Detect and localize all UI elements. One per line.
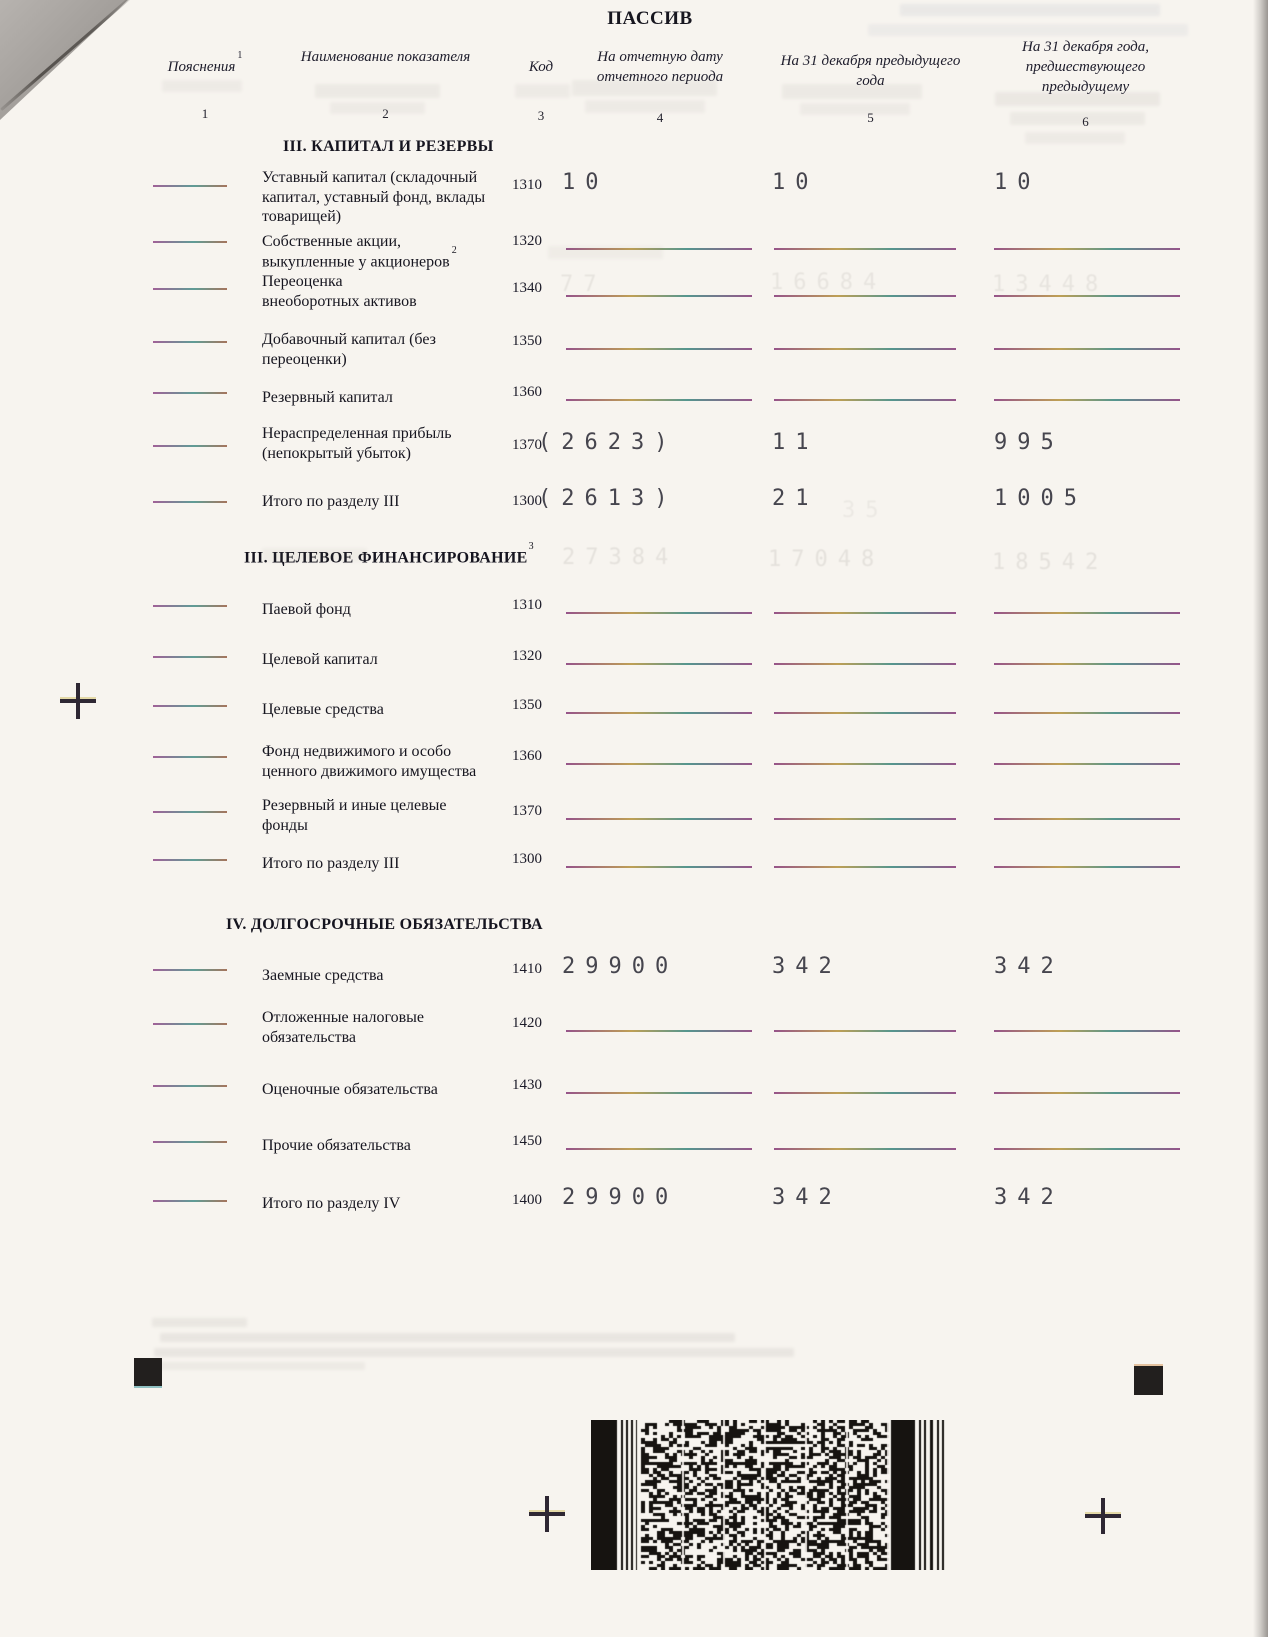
explanation-dash (153, 656, 227, 658)
registration-plus-mark (60, 683, 96, 719)
cell-value: 21 (772, 486, 819, 511)
row-code: 1410 (512, 961, 542, 977)
cell-value: 342 (772, 1185, 842, 1210)
row-label: Собственные акции, выкупленные у акционеров$^2$ (262, 233, 457, 270)
value-underline (994, 763, 1180, 765)
explanation-dash (153, 969, 227, 971)
row-label: Итого по разделу IV (262, 1195, 401, 1212)
cell-value: 1005 (994, 486, 1087, 511)
bleedthrough-footnote-line (152, 1318, 247, 1327)
bleedthrough-number: 35 (842, 498, 889, 523)
row-label: Отложенные налоговые обязательства (262, 1009, 425, 1046)
cell-value: 29900 (562, 954, 679, 979)
registration-plus-mark (529, 1496, 565, 1532)
row-code: 1430 (512, 1077, 542, 1093)
value-underline (774, 1092, 956, 1094)
explanation-dash (153, 811, 227, 813)
bleedthrough-smudge (515, 84, 570, 98)
row-label: Нераспределенная прибыль (непокрытый убыток) (262, 425, 452, 462)
row-label: Фонд недвижимого и особо ценного движимого имущества (262, 743, 477, 780)
row-label: Уставный капитал (складочный капитал, уставный фонд, вклады товарищей) (262, 169, 486, 226)
explanation-dash (153, 1023, 227, 1025)
scan-corner-fold-artifact (0, 0, 150, 140)
row-label: Итого по разделу III (262, 855, 400, 872)
value-underline (566, 663, 752, 665)
bleedthrough-smudge (315, 84, 440, 98)
value-underline (994, 818, 1180, 820)
row-code: 1370 (512, 803, 542, 819)
value-underline (774, 295, 956, 297)
value-underline (774, 348, 956, 350)
explanation-dash (153, 445, 227, 447)
bleedthrough-smudge (548, 246, 663, 259)
explanation-dash (153, 288, 227, 290)
cell-value: 10 (562, 170, 609, 195)
value-underline (566, 763, 752, 765)
pdf417-barcode (591, 1420, 945, 1570)
row-label: Переоценка внеоборотных активов (262, 273, 417, 310)
explanation-dash (153, 605, 227, 607)
value-underline (774, 818, 956, 820)
row-label: Целевой капитал (262, 651, 378, 668)
cell-value: 995 (994, 430, 1064, 455)
bleedthrough-number: 77 (560, 272, 607, 297)
bleedthrough-number: 18542 (992, 550, 1109, 575)
section-title-capital: III. КАПИТАЛ И РЕЗЕРВЫ (283, 138, 494, 155)
bleedthrough-footnote-line (160, 1333, 735, 1342)
print-calibration-square (1134, 1366, 1163, 1395)
value-underline (774, 866, 956, 868)
bleedthrough-footnote-line (154, 1348, 794, 1357)
value-underline (994, 1148, 1180, 1150)
cell-value: 29900 (562, 1185, 679, 1210)
cell-value: (2613) (538, 486, 678, 511)
bleedthrough-number: 16684 (770, 270, 887, 295)
value-underline (774, 1148, 956, 1150)
bleedthrough-smudge (1010, 112, 1145, 125)
bleedthrough-footnote-line (150, 1362, 365, 1370)
cell-value: 10 (772, 170, 819, 195)
scan-edge-shadow (1253, 0, 1268, 1637)
col-num-1: 1 (201, 106, 209, 121)
explanation-dash (153, 185, 227, 187)
explanation-dash (153, 1200, 227, 1202)
row-label: Резервный капитал (262, 389, 393, 406)
col-num-4: 4 (656, 110, 664, 125)
bleedthrough-smudge (900, 4, 1160, 16)
row-label: Заемные средства (262, 967, 384, 984)
bleedthrough-smudge (585, 100, 705, 113)
page-title: ПАССИВ (607, 8, 693, 29)
row-code: 1310 (512, 177, 542, 193)
row-code: 1340 (512, 280, 542, 296)
row-code: 1450 (512, 1133, 542, 1149)
explanation-dash (153, 859, 227, 861)
explanation-dash (153, 341, 227, 343)
row-label: Итого по разделу III (262, 493, 400, 510)
explanation-dash (153, 1141, 227, 1143)
value-underline (994, 1092, 1180, 1094)
section-title-long-term-liabilities: IV. ДОЛГОСРОЧНЫЕ ОБЯЗАТЕЛЬСТВА (226, 916, 543, 933)
cell-value: 342 (994, 954, 1064, 979)
row-code: 1370 (512, 437, 542, 453)
print-calibration-square (134, 1358, 162, 1386)
col-header-explanations: Пояснения$^1$ (167, 50, 243, 75)
value-underline (566, 866, 752, 868)
value-underline (994, 248, 1180, 250)
bleedthrough-smudge (800, 103, 910, 115)
value-underline (566, 818, 752, 820)
value-underline (774, 612, 956, 614)
value-underline (566, 1148, 752, 1150)
value-underline (994, 712, 1180, 714)
explanation-dash (153, 392, 227, 394)
row-code: 1360 (512, 748, 542, 764)
row-code: 1350 (512, 333, 542, 349)
col-header-prev-prev-year: На 31 декабря года, предшествующего предыдущему (1022, 39, 1149, 95)
explanation-dash (153, 1085, 227, 1087)
row-code: 1400 (512, 1192, 542, 1208)
value-underline (774, 1030, 956, 1032)
row-code: 1420 (512, 1015, 542, 1031)
value-underline (566, 712, 752, 714)
value-underline (566, 399, 752, 401)
row-label: Резервный и иные целевые фонды (262, 797, 447, 834)
value-underline (994, 866, 1180, 868)
col-num-3: 3 (537, 108, 545, 123)
row-code: 1350 (512, 697, 542, 713)
bleedthrough-number: 17048 (768, 547, 885, 572)
col-header-prev-year: На 31 декабря предыдущего года (780, 53, 961, 89)
col-header-indicator: Наименование показателя (300, 49, 471, 65)
value-underline (566, 1030, 752, 1032)
cell-value: 11 (772, 430, 819, 455)
bleedthrough-smudge (995, 92, 1160, 106)
col-num-6: 6 (1082, 114, 1089, 129)
bleedthrough-smudge (330, 102, 425, 114)
value-underline (994, 348, 1180, 350)
row-code: 1320 (512, 233, 542, 249)
value-underline (774, 399, 956, 401)
value-underline (774, 663, 956, 665)
cell-value: 342 (772, 954, 842, 979)
row-code: 1310 (512, 597, 542, 613)
bleedthrough-smudge (262, 548, 367, 562)
value-underline (994, 612, 1180, 614)
value-underline (994, 663, 1180, 665)
explanation-dash (153, 241, 227, 243)
value-underline (774, 763, 956, 765)
value-underline (994, 1030, 1180, 1032)
value-underline (566, 1092, 752, 1094)
col-num-2: 2 (382, 106, 389, 121)
value-underline (774, 712, 956, 714)
row-code: 1360 (512, 384, 542, 400)
row-code: 1300 (512, 493, 542, 509)
registration-plus-mark (1085, 1498, 1121, 1534)
bleedthrough-smudge (1025, 132, 1125, 144)
explanation-dash (153, 501, 227, 503)
row-label: Добавочный капитал (без переоценки) (262, 331, 436, 368)
cell-value: 10 (994, 170, 1041, 195)
bleedthrough-smudge (868, 24, 1188, 36)
row-label: Целевые средства (262, 701, 384, 718)
row-code: 1320 (512, 648, 542, 664)
section-title-targeted-financing: III. ЦЕЛЕВОЕ ФИНАНСИРОВАНИЕ$^3$ (244, 541, 534, 567)
explanation-dash (153, 705, 227, 707)
bleedthrough-number: 13448 (992, 272, 1109, 297)
value-underline (774, 248, 956, 250)
cell-value: 342 (994, 1185, 1064, 1210)
bleedthrough-smudge (572, 80, 717, 96)
explanation-dash (153, 756, 227, 758)
row-label: Паевой фонд (262, 601, 351, 618)
bleedthrough-smudge (782, 84, 922, 99)
value-underline (994, 399, 1180, 401)
bleedthrough-smudge (162, 80, 242, 92)
row-label: Оценочные обязательства (262, 1081, 438, 1098)
col-num-5: 5 (867, 110, 874, 125)
col-header-report-date: На отчетную дату отчетного периода (596, 49, 724, 85)
bleedthrough-number: 27384 (562, 545, 679, 570)
row-label: Прочие обязательства (262, 1137, 411, 1154)
cell-value: (2623) (538, 430, 678, 455)
row-code: 1300 (512, 851, 542, 867)
value-underline (566, 612, 752, 614)
value-underline (566, 348, 752, 350)
col-header-code: Код (528, 59, 554, 75)
